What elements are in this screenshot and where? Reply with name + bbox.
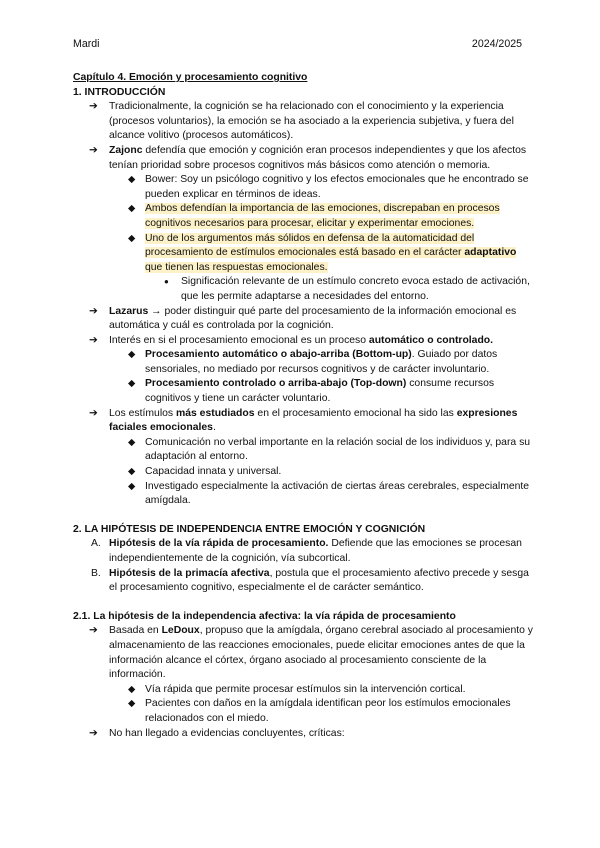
arrow-bullet-icon: ➔: [89, 407, 98, 419]
dot-bullet-icon: ●: [164, 277, 169, 287]
arrow-bullet-icon: ➔: [89, 334, 98, 346]
diamond-bullet-icon: ◆: [128, 480, 136, 492]
section-1-heading: 1. INTRODUCCIÓN: [73, 86, 166, 98]
list-item: ➔ Basada en LeDoux, propuso que la amígdala, órgano cerebral asociado al procesamiento y almacenamiento de las reacciones emocionales, puede elicitar emociones antes de que la información alcance el córtex, órgano asociado al procesamiento consciente de la información.: [89, 625, 533, 681]
arrow-bullet-icon: ➔: [89, 727, 98, 739]
diamond-bullet-icon: ◆: [128, 436, 136, 448]
chapter-title: Capítulo 4. Emoción y procesamiento cognitivo: [73, 72, 308, 83]
list-item: B. Hipótesis de la primacía afectiva, postula que el procesamiento afectivo precede y sesga el procesamiento cognitivo, especialmente el de carácter semántico.: [91, 567, 529, 594]
list-item: ➔ Los estímulos más estudiados en el procesamiento emocional ha sido las expresiones faciales emocionales.: [89, 407, 518, 434]
arrow-bullet-icon: ➔: [89, 144, 98, 156]
arrow-bullet-icon: ➔: [89, 101, 98, 113]
header-author: Mardi: [73, 38, 100, 50]
diamond-bullet-icon: ◆: [128, 349, 136, 361]
page-header: [73, 37, 522, 52]
letter-marker: A.: [91, 538, 101, 550]
list-item: ➔ Tradicionalmente, la cognición se ha relacionado con el conocimiento y la experiencia (procesos voluntarios), la emoción se ha asociado a la experiencia subjetiva, y fuera del alcance volitivo (procesos automáticos).: [89, 101, 514, 142]
arrow-bullet-icon: ➔: [89, 625, 98, 637]
header-year: 2024/2025: [471, 38, 522, 50]
list-item: ◆ Procesamiento automático o abajo-arriba (Bottom-up). Guiado por datos sensoriales, no mediado por recursos cognitivos y de carácter involuntario.: [128, 349, 498, 375]
list-item: A. Hipótesis de la vía rápida de procesamiento. Defiende que las emociones se procesan independientemente de la cognición, vía subcortical.: [91, 538, 522, 564]
section-2-1-heading: 2.1. La hipótesis de la independencia afectiva: la vía rápida de procesamiento: [73, 610, 456, 622]
list-item: ◆ Comunicación no verbal importante en la relación social de los individuos y, para su adaptación al entorno.: [128, 436, 531, 463]
diamond-bullet-icon: ◆: [128, 232, 136, 244]
letter-marker: B.: [91, 567, 101, 579]
diamond-bullet-icon: ◆: [128, 698, 136, 710]
list-item: ◆ Bower: Soy un psicólogo cognitivo y los efectos emocionales que he encontrado se pueden explicar en términos de ideas.: [128, 174, 529, 200]
diamond-bullet-icon: ◆: [128, 466, 136, 478]
list-item: ➔ No han llegado a evidencias concluyentes, críticas:: [73, 727, 533, 742]
list-item: ◆ Pacientes con daños en la amígdala identifican peor los estímulos emocionales relacionados con el miedo.: [128, 698, 511, 724]
section-2-heading: 2. LA HIPÓTESIS DE INDEPENDENCIA ENTRE EMOCIÓN Y COGNICIÓN: [73, 523, 426, 535]
list-item: ◆ Capacidad innata y universal.: [73, 465, 533, 480]
list-item-highlighted: ◆ Uno de los argumentos más sólidos en defensa de la automaticidad del procesamiento de estímulos emocionales está basado en el carácter adaptativo que tienen las respuestas emocionales.: [128, 232, 517, 273]
arrow-bullet-icon: ➔: [89, 305, 98, 317]
list-item: ◆ Investigado especialmente la activación de ciertas áreas cerebrales, especialmente amígdala.: [128, 480, 530, 507]
diamond-bullet-icon: ◆: [128, 378, 136, 390]
list-item: ➔ Interés en si el procesamiento emocional es un proceso automático o controlado.: [73, 334, 533, 349]
list-item-highlighted: ◆ Ambos defendían la importancia de las emociones, discrepaban en procesos cognitivos necesarios para procesar, elicitar y experimentar emociones.: [128, 203, 500, 229]
diamond-bullet-icon: ◆: [128, 683, 136, 695]
list-item: ➔ Zajonc defendía que emoción y cognición eran procesos independientes y que los afectos tenían prioridad sobre procesos cognitivos más básicos como atención o memoria.: [89, 144, 527, 171]
diamond-bullet-icon: ◆: [128, 174, 136, 186]
diamond-bullet-icon: ◆: [128, 203, 136, 215]
document-body: [73, 71, 533, 741]
list-item: ◆ Vía rápida que permite procesar estímulos sin la intervención cortical.: [73, 683, 533, 698]
list-item: ➔ Lazarus → poder distinguir qué parte del procesamiento de la información emocional es automática y cuál es controlada por la cognición.: [89, 305, 517, 332]
list-item: ● Significación relevante de un estímulo concreto evoca estado de activación, que les permite adaptarse a necesidades del entorno.: [164, 276, 530, 302]
list-item: ◆ Procesamiento controlado o arriba-abajo (Top-down) consume recursos cognitivos y tiene un carácter voluntario.: [128, 378, 495, 405]
